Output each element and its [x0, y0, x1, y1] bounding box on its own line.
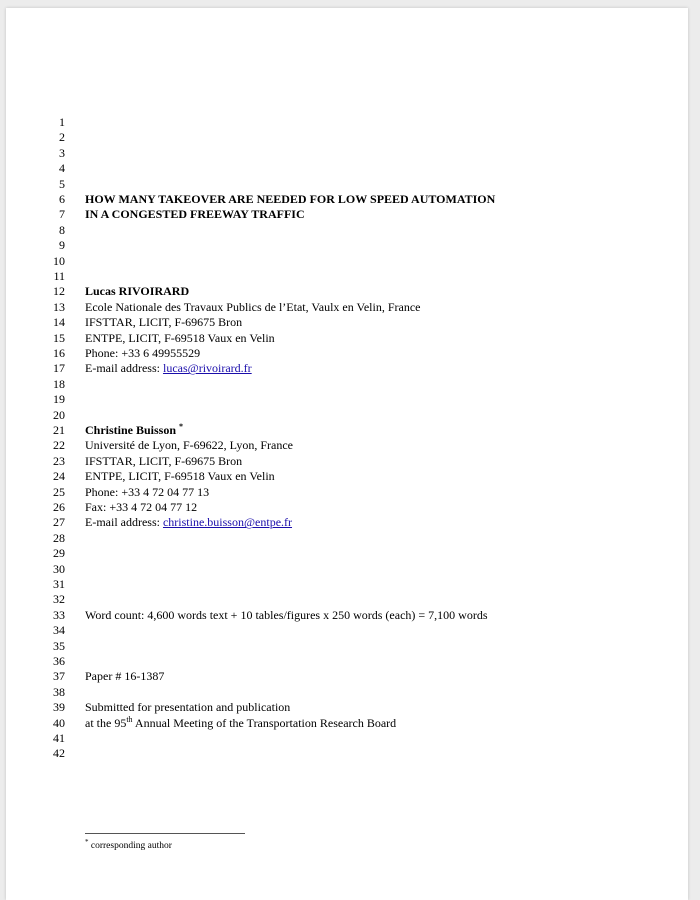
- document-line: [6, 700, 688, 715]
- document-line: [6, 331, 688, 346]
- document-line: [6, 408, 688, 423]
- line-number: 31: [53, 577, 65, 591]
- title-line-2: IN A CONGESTED FREEWAY TRAFFIC: [85, 207, 305, 222]
- footnote-mark: *: [85, 837, 89, 846]
- author1-email-label: E-mail address:: [85, 361, 163, 376]
- document-line: [6, 284, 688, 299]
- line-number: 16: [53, 346, 65, 360]
- author1-affiliation-3: ENTPE, LICIT, F-69518 Vaux en Velin: [85, 330, 275, 345]
- line-number: 9: [59, 238, 65, 253]
- line-number: 19: [53, 392, 65, 407]
- line-number: 36: [53, 654, 65, 668]
- document-line: [6, 515, 688, 530]
- document-line: [6, 146, 688, 161]
- line-number: 26: [53, 500, 65, 514]
- line-number: 1: [59, 115, 65, 129]
- line-number: 42: [53, 746, 65, 761]
- document-line: [6, 531, 688, 546]
- line-number: 23: [53, 453, 65, 468]
- line-number: 39: [53, 700, 65, 715]
- line-number: 3: [59, 145, 65, 160]
- line-number: 4: [59, 161, 65, 176]
- author1-name: Lucas RIVOIRARD: [85, 284, 190, 299]
- document-line: [6, 177, 688, 192]
- document-line: [6, 546, 688, 561]
- line-number: 20: [53, 407, 65, 422]
- document-line: [6, 485, 688, 500]
- line-number: 21: [53, 423, 65, 437]
- line-number: 28: [53, 530, 65, 545]
- author1-affiliation-2: IFSTTAR, LICIT, F-69675 Bron: [85, 315, 243, 330]
- line-number: 29: [53, 546, 65, 561]
- document-line: [6, 716, 688, 731]
- author2-affiliation-2: IFSTTAR, LICIT, F-69675 Bron: [85, 453, 243, 468]
- document-line: [6, 746, 688, 761]
- line-number: 22: [53, 438, 65, 453]
- document-line: [6, 731, 688, 746]
- author2-email-label: E-mail address:: [85, 515, 163, 530]
- author2-name-mark: *: [179, 422, 184, 431]
- document-line: [6, 608, 688, 623]
- submitted-line-2-post: Annual Meeting of the Transportation Research Board: [132, 715, 397, 730]
- line-number: 40: [53, 715, 65, 730]
- line-number: 10: [53, 253, 65, 268]
- document-line: [6, 669, 688, 684]
- document-line: [6, 346, 688, 361]
- document-line: [6, 377, 688, 392]
- line-number: 18: [53, 376, 65, 391]
- line-number: 7: [59, 207, 65, 222]
- line-number: 24: [53, 469, 65, 484]
- submitted-line-2-sup: th: [126, 714, 133, 724]
- document-line: [6, 438, 688, 453]
- document-line: [6, 192, 688, 207]
- author2-fax: Fax: +33 4 72 04 77 12: [85, 500, 198, 514]
- line-number: 13: [53, 299, 65, 314]
- document-line: [6, 685, 688, 700]
- line-number: 27: [53, 515, 65, 530]
- line-number: 14: [53, 315, 65, 330]
- document-line: [6, 254, 688, 269]
- document-line: [6, 115, 688, 130]
- document-line: [6, 361, 688, 376]
- author2-name-line: [85, 423, 183, 438]
- submitted-line-2: [85, 716, 396, 731]
- footnote: [85, 837, 172, 852]
- document-line: [6, 469, 688, 484]
- document-line: [6, 592, 688, 607]
- author2-affiliation-1: Université de Lyon, F-69622, Lyon, France: [85, 438, 293, 453]
- paper-number: Paper # 16-1387: [85, 669, 165, 684]
- line-number: 34: [53, 623, 65, 638]
- author2-affiliation-3: ENTPE, LICIT, F-69518 Vaux en Velin: [85, 469, 275, 484]
- submitted-line-2-pre: at the 95: [85, 715, 127, 730]
- line-number: 30: [53, 561, 65, 576]
- line-number: 37: [53, 669, 65, 684]
- line-number: 5: [59, 176, 65, 191]
- document-line: [6, 238, 688, 253]
- author1-email-link[interactable]: lucas@rivoirard.fr: [162, 361, 252, 376]
- author2-phone: Phone: +33 4 72 04 77 13: [85, 484, 210, 499]
- document-line: [6, 577, 688, 592]
- author2-name: Christine Buisson: [85, 423, 177, 437]
- line-number: 35: [53, 638, 65, 653]
- document-line: [6, 562, 688, 577]
- line-number: 38: [53, 684, 65, 699]
- line-number: 6: [59, 192, 65, 206]
- document-line: [6, 315, 688, 330]
- document-line: [6, 423, 688, 438]
- document-line: [6, 623, 688, 638]
- line-number: 15: [53, 330, 65, 345]
- line-number: 41: [53, 731, 65, 745]
- submitted-line-1: Submitted for presentation and publication: [85, 700, 291, 715]
- word-count: Word count: 4,600 words text + 10 tables/figures x 250 words (each) = 7,100 words: [85, 607, 488, 622]
- line-number: 25: [53, 484, 65, 499]
- line-number: 2: [59, 130, 65, 145]
- document-line: [6, 392, 688, 407]
- author1-affiliation-1: Ecole Nationale des Travaux Publics de l’Etat, Vaulx en Velin, France: [85, 299, 421, 314]
- title-line-1: HOW MANY TAKEOVER ARE NEEDED FOR LOW SPEED AUTOMATION: [85, 192, 496, 206]
- author2-email-link[interactable]: christine.buisson@entpe.fr: [162, 515, 293, 530]
- document-line: [6, 207, 688, 222]
- document-line: [6, 454, 688, 469]
- document-line: [6, 500, 688, 515]
- line-number: 33: [53, 607, 65, 622]
- author1-email-line: [85, 361, 252, 376]
- line-number: 32: [53, 592, 65, 607]
- document-line: [6, 639, 688, 654]
- footnote-text: corresponding author: [88, 841, 172, 851]
- line-number: 8: [59, 222, 65, 237]
- document-line: [6, 269, 688, 284]
- author2-email-line: [85, 515, 292, 530]
- footnote-separator: [85, 833, 245, 834]
- document-line: [6, 130, 688, 145]
- author1-phone: Phone: +33 6 49955529: [85, 346, 201, 360]
- document-line: [6, 161, 688, 176]
- document-line: [6, 300, 688, 315]
- line-number: 17: [53, 361, 65, 376]
- document-line: [6, 223, 688, 238]
- document-page: [6, 8, 688, 900]
- line-number: 11: [53, 269, 65, 283]
- line-number: 12: [53, 284, 65, 299]
- document-line: [6, 654, 688, 669]
